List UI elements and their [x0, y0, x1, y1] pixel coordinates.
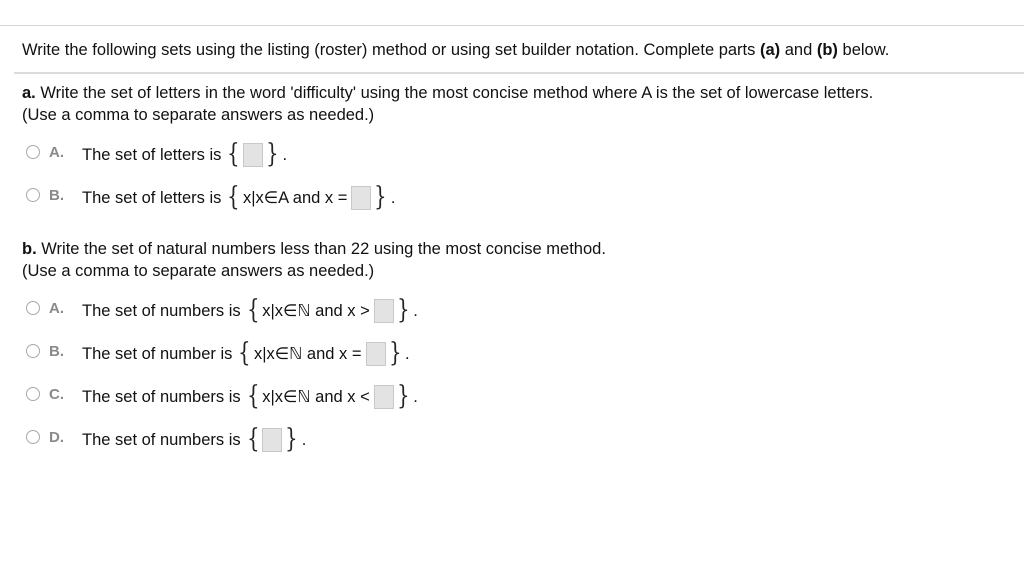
right-brace: }: [396, 295, 410, 325]
right-brace: }: [374, 182, 387, 212]
set-builder-condition: x|x∈ℕ and x <: [262, 388, 370, 406]
part-a-ref: (a): [759, 41, 781, 59]
period: .: [301, 430, 307, 449]
set-expression: [221, 182, 396, 212]
option-letter: C.: [49, 385, 64, 403]
set-builder-condition: x|x∈ℕ and x =: [253, 345, 362, 363]
set-expression: [241, 381, 418, 411]
left-brace: {: [246, 295, 260, 325]
right-brace: }: [285, 424, 298, 454]
period: .: [390, 188, 396, 207]
option-letter: A.: [49, 143, 64, 161]
part-b-prompt: [22, 238, 606, 282]
answer-input[interactable]: [374, 299, 394, 323]
instructions: [22, 40, 889, 60]
right-brace: }: [266, 139, 279, 169]
answer-input[interactable]: [366, 342, 386, 366]
left-brace: {: [246, 424, 260, 454]
option-letter: B.: [49, 342, 64, 360]
part-b-label: b.: [22, 240, 37, 258]
radio-button[interactable]: [26, 188, 40, 202]
radio-button[interactable]: [26, 301, 40, 315]
radio-button[interactable]: [26, 430, 40, 444]
left-brace: {: [238, 338, 251, 368]
radio-button[interactable]: [26, 145, 40, 159]
part-b-option-b[interactable]: [26, 339, 410, 369]
option-letter: D.: [49, 428, 64, 446]
set-expression: [241, 295, 418, 325]
instructions-text: Write the following sets using the listing (roster) method or using set builder notation. Complete parts: [22, 41, 760, 59]
option-text: The set of numbers is: [82, 387, 241, 406]
period: .: [282, 145, 288, 164]
option-letter: B.: [49, 186, 64, 204]
option-text: The set of letters is: [82, 188, 222, 207]
left-brace: {: [227, 182, 240, 212]
part-b-question: Write the set of natural numbers less than 22 using the most concise method.: [36, 240, 606, 258]
answer-input[interactable]: [243, 143, 263, 167]
instructions-and: and: [780, 41, 817, 59]
part-a-prompt: [22, 82, 873, 126]
set-builder-condition: x|x∈ℕ and x >: [262, 302, 370, 320]
period: .: [413, 387, 418, 406]
set-expression: [241, 424, 307, 454]
part-a-hint: (Use a comma to separate answers as needed.): [22, 106, 375, 124]
part-a-question: Write the set of letters in the word 'difficulty' using the most concise method where A is the set of lowercase letters.: [35, 84, 874, 102]
radio-button[interactable]: [26, 387, 40, 401]
part-a-option-b[interactable]: [26, 183, 396, 213]
instructions-suffix: below.: [837, 41, 890, 59]
part-b-option-a[interactable]: [26, 296, 418, 326]
radio-button[interactable]: [26, 344, 40, 358]
right-brace: }: [388, 338, 401, 368]
set-expression: [221, 139, 288, 169]
option-text: The set of number is: [82, 344, 233, 363]
period: .: [413, 301, 418, 320]
set-expression: [232, 338, 410, 368]
answer-input[interactable]: [351, 186, 371, 210]
answer-input[interactable]: [262, 428, 282, 452]
part-b-hint: (Use a comma to separate answers as needed.): [22, 262, 375, 280]
part-b-ref: (b): [816, 41, 838, 59]
part-b-option-d[interactable]: [26, 425, 306, 455]
option-text: The set of letters is: [82, 145, 222, 164]
left-brace: {: [227, 139, 240, 169]
part-a-option-a[interactable]: [26, 140, 287, 170]
part-b-option-c[interactable]: [26, 382, 418, 412]
answer-input[interactable]: [374, 385, 394, 409]
part-a-label: a.: [22, 84, 36, 102]
section-divider: [14, 72, 1024, 74]
option-letter: A.: [49, 299, 64, 317]
right-brace: }: [396, 381, 410, 411]
option-text: The set of numbers is: [82, 430, 241, 449]
left-brace: {: [246, 381, 260, 411]
period: .: [405, 344, 410, 363]
option-text: The set of numbers is: [82, 301, 241, 320]
set-builder-condition: x|x∈A and x =: [242, 189, 348, 207]
top-divider: [0, 25, 1024, 26]
